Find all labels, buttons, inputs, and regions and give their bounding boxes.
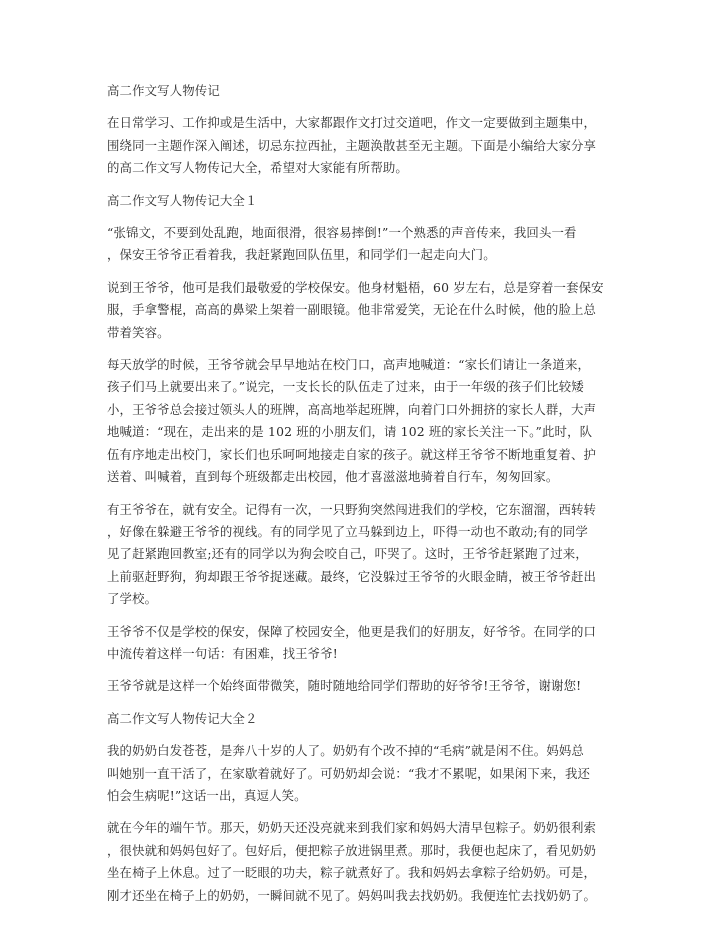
heading-text: 高二作文写人物传记大全１ <box>107 192 258 208</box>
text-line: 怕会生病呢!”这话一出，真逗人笑。 <box>107 787 307 803</box>
document-page <box>107 80 613 917</box>
paragraph <box>107 354 613 488</box>
text-line: 有王爷爷在，就有安全。记得有一次，一只野狗突然闯进我们的学校，它东溜溜，西转转 <box>107 501 597 517</box>
section-heading-1 <box>107 190 613 212</box>
text-line: 就在今年的端午节。那天，奶奶天还没亮就来到我们家和妈妈大清早包粽子。奶奶很利索 <box>107 820 597 836</box>
text-line: ，很快就和妈妈包好了。包好后，便把粽子放进锅里煮。那时，我便也起床了，看见奶奶 <box>107 842 597 858</box>
text-line: 送着、叫喊着，直到每个班级都走出校园，他才喜滋滋地骑着自行车，匆匆回家。 <box>107 469 559 485</box>
text-line: 上前驱赶野狗，狗却跟王爷爷捉迷藏。最终，它没躲过王爷爷的火眼金睛，被王爷爷赶出 <box>107 568 597 584</box>
paragraph <box>107 277 613 344</box>
text-line: 伍有序地走出校门，家长们也乐呵呵地接走自家的孩子。就这样王爷爷不断地重复着、护 <box>107 446 597 462</box>
text-line: 围绕同一主题作深入阐述，切忌东拉西扯，主题涣散甚至无主题。下面是小编给大家分享 <box>107 137 597 153</box>
text-line: 中流传着这样一句话：有困难，找王爷爷! <box>107 645 338 661</box>
section-heading-2 <box>107 708 613 730</box>
text-line: ，好像在躲避王爷爷的视线。有的同学见了立马躲到边上，吓得一动也不敢动;有的同学 <box>107 523 588 539</box>
paragraph <box>107 740 613 807</box>
text-line: 叫她别一直干活了，在家歇着就好了。可奶奶却会说：“我才不累呢，如果闲下来，我还 <box>107 765 591 781</box>
text-line: 王爷爷不仅是学校的保安，保障了校园安全，他更是我们的好朋友，好爷爷。在同学的口 <box>107 623 597 639</box>
text-line: ，保安王爷爷正看着我，我赶紧跑回队伍里，和同学们一起走向大门。 <box>107 247 496 263</box>
text-line: 服，手拿警棍，高高的鼻梁上架着一副眼镜。他非常爱笑，无论在什么时候，他的脸上总 <box>107 302 597 318</box>
text-line: 在日常学习、工作抑或是生活中，大家都跟作文打过交道吧，作文一定要做到主题集中， <box>107 115 597 131</box>
text-line: 地喊道：“现在，走出来的是 102 班的小朋友们，请 102 班的家长关注一下。”此时，队 <box>107 424 593 440</box>
intro-paragraph <box>107 112 613 179</box>
text-line: 坐在椅子上休息。过了一眨眼的功夫，粽子就煮好了。我和妈妈去拿粽子给奶奶。可是， <box>107 865 597 881</box>
text-line: 刚才还坐在椅子上的奶奶，一瞬间就不见了。妈妈叫我去找奶奶。我便连忙去找奶奶了。 <box>107 887 597 903</box>
paragraph <box>107 675 613 697</box>
text-line: 的高二作文写人物传记大全，希望对大家能有所帮助。 <box>107 160 408 176</box>
paragraph <box>107 222 613 267</box>
text-line: 说到王爷爷，他可是我们最敬爱的学校保安。他身材魁梧，60 岁左右，总是穿着一套保安 <box>107 279 604 295</box>
text-line: “张锦文，不要到处乱跑，地面很滑，很容易摔倒!”一个熟悉的声音传来，我回头一看 <box>107 225 577 241</box>
text-line: 王爷爷就是这样一个始终面带微笑，随时随地给同学们帮助的好爷爷!王爷爷，谢谢您! <box>107 678 582 694</box>
text-line: 带着笑容。 <box>107 324 170 340</box>
paragraph <box>107 621 613 666</box>
text-line: 小，王爷爷总会接过领头人的班牌，高高地举起班牌，向着门口外拥挤的家长人群，大声 <box>107 401 597 417</box>
heading-text: 高二作文写人物传记大全２ <box>107 710 258 726</box>
paragraph <box>107 499 613 611</box>
paragraph <box>107 817 613 907</box>
text-line: 我的奶奶白发苍苍，是奔八十岁的人了。奶奶有个改不掉的“毛病”就是闲不住。妈妈总 <box>107 743 584 759</box>
document-title <box>107 80 613 102</box>
text-line: 孩子们马上就要出来了。”说完，一支长长的队伍走了过来，由于一年级的孩子们比较矮 <box>107 379 584 395</box>
title-text: 高二作文写人物传记 <box>107 83 220 98</box>
text-line: 见了赶紧跑回教室;还有的同学以为狗会咬自己，吓哭了。这时，王爷爷赶紧跑了过来， <box>107 546 588 562</box>
text-line: 了学校。 <box>107 591 158 607</box>
text-line: 每天放学的时候，王爷爷就会早早地站在校门口，高声地喊道：“家长们请让一条道来， <box>107 357 591 373</box>
